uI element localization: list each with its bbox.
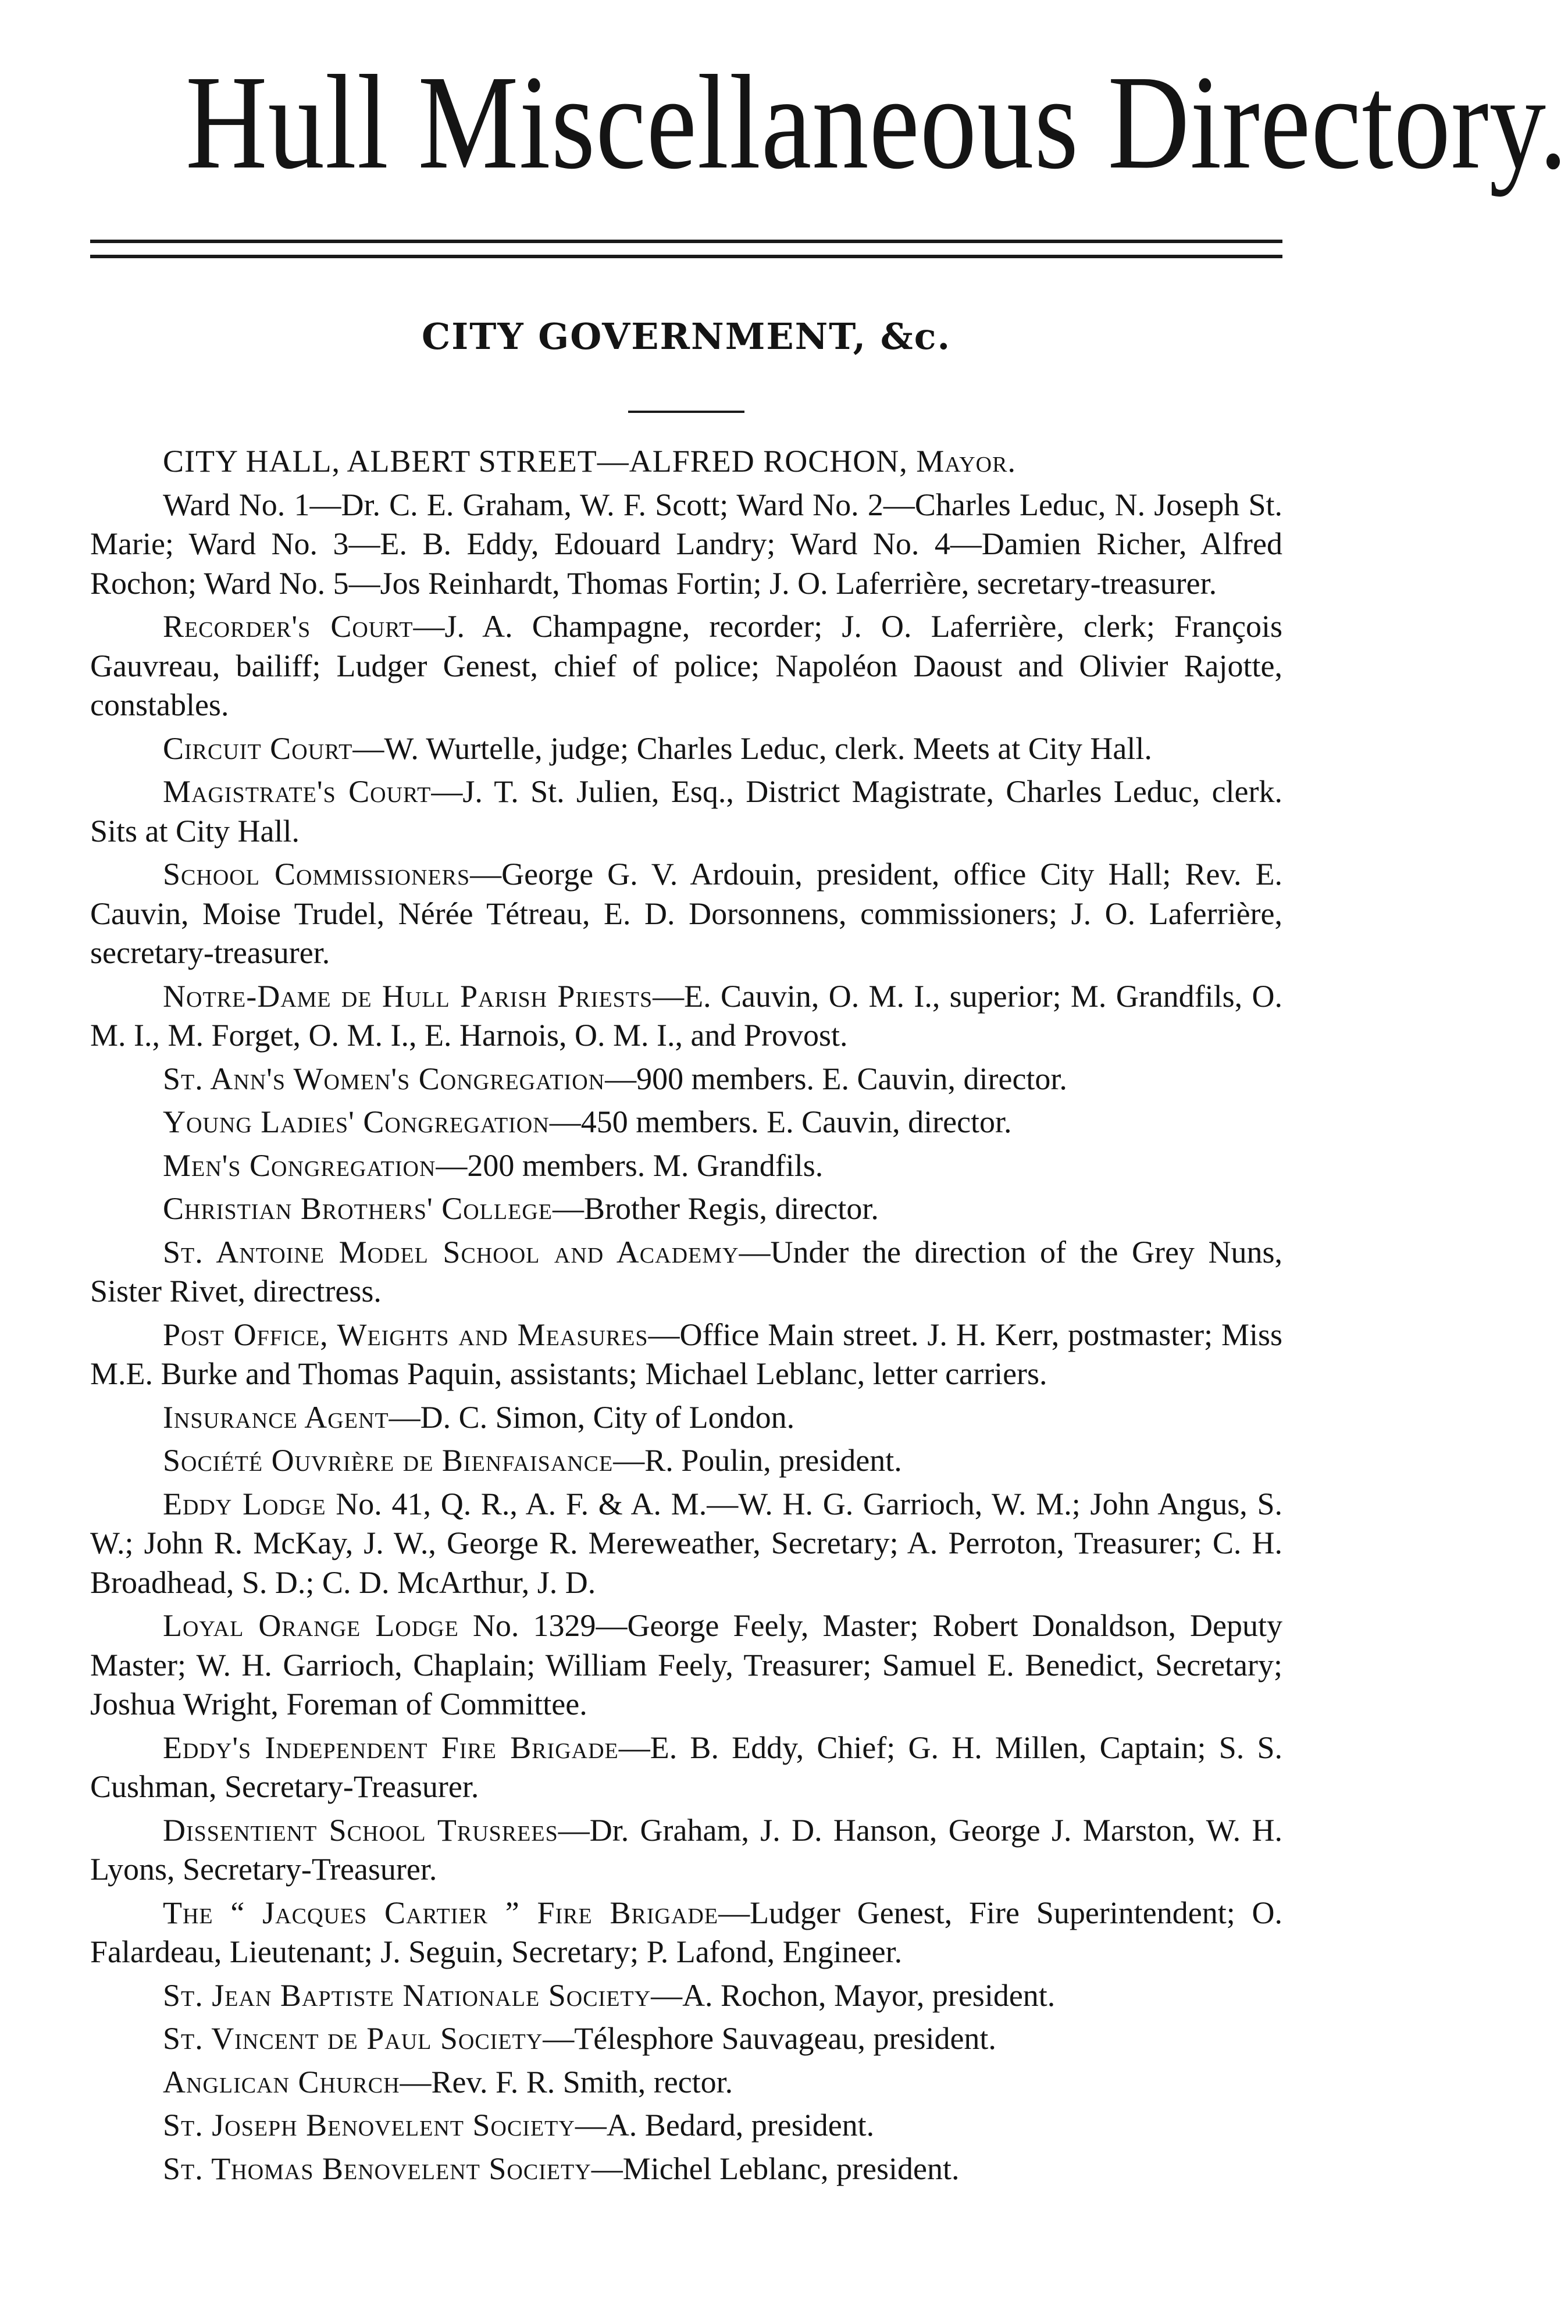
entry-post-office xyxy=(90,1316,1282,1394)
entry-text: —Dr. Graham, J. D. Hanson, George J. Marston, W. H. Lyons, Secretary-Treasurer. xyxy=(90,1812,1282,1887)
entry-name: Anglican Church xyxy=(163,2064,400,2100)
entry-name: Insurance Agent xyxy=(163,1399,389,1435)
entry-text: —George G. V. Ardouin, president, office City Hall; Rev. E. Cauvin, Moise Trudel, Nérée Tétreau, E. D. Dorsonnens, commissioners; J. O. Laferrière, secretary-treasurer. xyxy=(90,857,1283,970)
entry-text: —J. T. St. Julien, Esq., District Magistrate, Charles Leduc, clerk. Sits at City Hall. xyxy=(90,774,1282,849)
entry-loyal-orange-lodge xyxy=(90,1606,1282,1724)
entry-text: —Michel Leblanc, president. xyxy=(591,2151,960,2186)
entry-name: Men's Congregation xyxy=(163,1147,436,1183)
entry-name: CITY HALL, ALBERT STREET—ALFRED ROCHON, Mayor. xyxy=(163,444,1016,479)
short-rule xyxy=(628,411,744,413)
entry-societe-ouvriere xyxy=(90,1441,1282,1481)
entry-insurance-agent xyxy=(90,1398,1282,1438)
entry-text: —E. B. Eddy, Chief; G. H. Millen, Captain; S. S. Cushman, Secretary-Treasurer. xyxy=(90,1730,1282,1804)
entry-text: —A. Bedard, president. xyxy=(575,2108,875,2143)
entry-text: —Under the direction of the Grey Nuns, Sister Rivet, directress. xyxy=(90,1234,1282,1309)
entry-anglican-church xyxy=(90,2063,1282,2102)
entry-eddy-lodge xyxy=(90,1485,1282,1603)
rule-line xyxy=(90,240,1282,243)
entry-text: —Brother Regis, director. xyxy=(552,1191,879,1226)
entry-school-commissioners xyxy=(90,855,1282,973)
entry-mens-congregation xyxy=(90,1146,1282,1186)
entry-jacques-cartier-brigade xyxy=(90,1894,1282,1972)
entry-name: Recorder's Court xyxy=(163,609,414,644)
entry-christian-brothers-college xyxy=(90,1189,1282,1229)
entry-text: —E. Cauvin, O. M. I., superior; M. Grandfils, O. M. I., M. Forget, O. M. I., E. Harnois, O. M. I., and Provost. xyxy=(90,978,1282,1053)
entry-name: Magistrate's Court xyxy=(163,774,432,809)
entry-text: No. 1329—George Feely, Master; Robert Donaldson, Deputy Master; W. H. Garrioch, Chaplain; William Feely, Treasurer; Samuel E. Benedict, Secretary; Joshua Wright, Foreman of Committee. xyxy=(90,1608,1283,1721)
entry-name: School Commissioners xyxy=(163,857,471,892)
entry-text: —J. A. Champagne, recorder; J. O. Laferrière, clerk; François Gauvreau, bailiff; Ludger Genest, chief of police; Napoléon Daoust and Olivier Rajotte, constables. xyxy=(90,609,1282,722)
entry-name: Société Ouvrière de Bienfaisance xyxy=(163,1443,614,1478)
entry-name: Eddy Lodge xyxy=(163,1486,326,1521)
directory-page xyxy=(90,0,1568,2193)
entry-name: Eddy's Independent Fire Brigade xyxy=(163,1730,619,1765)
entry-name: The “ Jacques Cartier ” Fire Brigade xyxy=(163,1895,719,1930)
rule-line xyxy=(90,255,1282,258)
section-heading: CITY GOVERNMENT, &c. xyxy=(421,315,952,358)
entry-name: Post Office, Weights and Measures xyxy=(163,1317,648,1352)
entry-name: St. Jean Baptiste Nationale Society xyxy=(163,1977,651,2013)
entry-name: Circuit Court xyxy=(163,730,353,766)
entry-text: —Ludger Genest, Fire Superintendent; O. Falardeau, Lieutenant; J. Seguin, Secretary; P. Lafond, Engineer. xyxy=(90,1895,1282,1969)
entry-name: St. Thomas Benovelent Society xyxy=(163,2151,591,2186)
entry-text: —D. C. Simon, City of London. xyxy=(389,1399,795,1435)
entry-name: St. Joseph Benovelent Society xyxy=(163,2108,575,2143)
entry-text: —200 members. M. Grandfils. xyxy=(436,1147,824,1183)
entry-circuit-court xyxy=(90,729,1282,769)
entry-wards xyxy=(90,486,1282,604)
entry-name: Dissentient School Trusrees xyxy=(163,1812,558,1848)
entry-st-antoine-school xyxy=(90,1233,1282,1311)
entry-name: Christian Brothers' College xyxy=(163,1191,553,1226)
entry-text: —Télesphore Sauvageau, president. xyxy=(543,2021,996,2056)
entry-st-thomas-society xyxy=(90,2150,1282,2189)
entry-text: —Office Main street. J. H. Kerr, postmaster; Miss M.E. Burke and Thomas Paquin, assistants; Michael Leblanc, letter carriers. xyxy=(90,1317,1282,1391)
entry-young-ladies-congregation xyxy=(90,1103,1282,1142)
entry-text: —R. Poulin, president. xyxy=(613,1443,902,1478)
entry-dissentient-school xyxy=(90,1811,1282,1890)
entry-name: Loyal Orange Lodge xyxy=(163,1608,459,1643)
entry-st-vincent-de-paul xyxy=(90,2019,1282,2059)
entry-name: Notre-Dame de Hull Parish Priests xyxy=(163,978,653,1014)
page-title: Hull Miscellaneous Directory. xyxy=(186,48,1568,197)
entry-text: —W. Wurtelle, judge; Charles Leduc, clerk. Meets at City Hall. xyxy=(352,730,1152,766)
entry-text: —900 members. E. Cauvin, director. xyxy=(605,1061,1067,1096)
entry-st-ann-congregation xyxy=(90,1060,1282,1099)
entry-st-joseph-society xyxy=(90,2106,1282,2145)
entry-name: St. Ann's Women's Congregation xyxy=(163,1061,605,1096)
entry-city-hall xyxy=(90,442,1282,482)
entry-eddy-fire-brigade xyxy=(90,1728,1282,1807)
entry-st-jean-baptiste xyxy=(90,1976,1282,2016)
entry-parish-priests xyxy=(90,977,1282,1056)
double-rule xyxy=(90,240,1282,263)
entry-text: —Rev. F. R. Smith, rector. xyxy=(400,2064,733,2100)
entry-list xyxy=(90,442,1282,2188)
entry-name: Young Ladies' Congregation xyxy=(163,1104,550,1139)
entry-recorders-court xyxy=(90,607,1282,725)
entry-name: St. Vincent de Paul Society xyxy=(163,2021,543,2056)
entry-name: St. Antoine Model School and Academy xyxy=(163,1234,739,1270)
entry-text: —A. Rochon, Mayor, president. xyxy=(651,1977,1056,2013)
entry-magistrates-court xyxy=(90,772,1282,851)
entry-text: —450 members. E. Cauvin, director. xyxy=(549,1104,1012,1139)
entry-text: No. 41, Q. R., A. F. & A. M.—W. H. G. Garrioch, W. M.; John Angus, S. W.; John R. McKay, J. W., George R. Mereweather, Secretary; A. Perroton, Treasurer; C. H. Broadhead, S. D.; C. D. McArthur, J. D. xyxy=(90,1486,1283,1600)
entry-text: Ward No. 1—Dr. C. E. Graham, W. F. Scott; Ward No. 2—Charles Leduc, N. Joseph St. Marie; Ward No. 3—E. B. Eddy, Edouard Landry; Ward No. 4—Damien Richer, Alfred Rochon; Ward No. 5—Jos Reinhardt, Thomas Fortin; J. O. Laferrière, secretary-treasurer. xyxy=(90,487,1282,601)
